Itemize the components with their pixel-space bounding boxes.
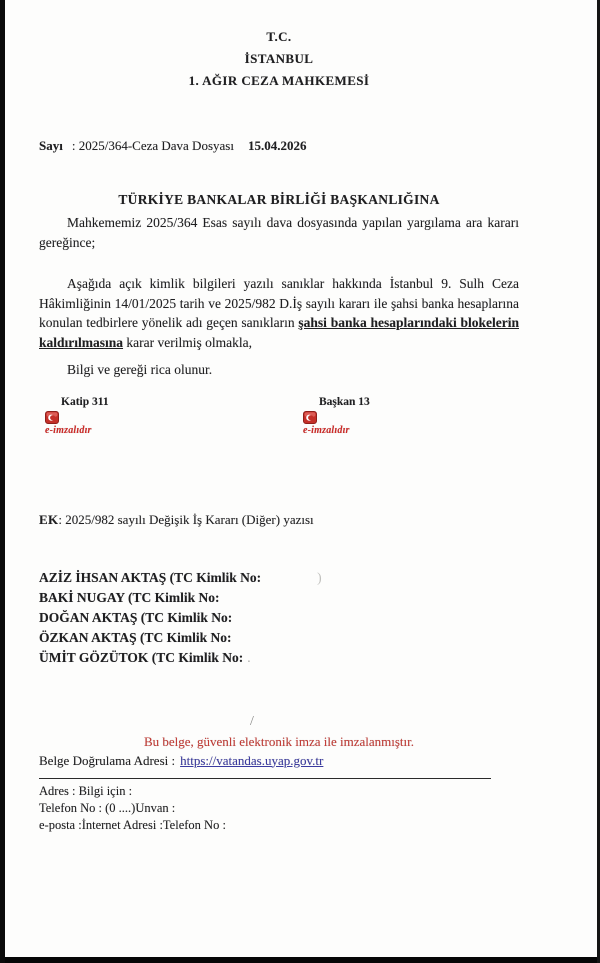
esign-notice: Bu belge, güvenli elektronik imza ile imzalanmıştır.: [143, 733, 415, 749]
verification-line: [39, 752, 519, 769]
defendant-name-id: ÖZKAN AKTAŞ (TC Kimlik No:: [39, 629, 232, 645]
verification-url-link[interactable]: https://vatandas.uyap.gov.tr: [180, 752, 324, 768]
e-signature-footer: [39, 714, 519, 769]
e-signed-label: e-imzalıdır: [45, 424, 92, 436]
footer-divider: [39, 778, 491, 779]
intro-paragraph: Mahkememiz 2025/364 Esas sayılı dava dosyasında yapılan yargılama ara kararı gereğince;: [39, 215, 519, 250]
signature-row: [39, 396, 519, 446]
ref-label: Sayı: [39, 138, 63, 153]
redaction-mark: .: [247, 649, 251, 665]
republic-abbreviation: T.C.: [266, 29, 292, 44]
city-name: İSTANBUL: [244, 51, 314, 66]
bottom-black-bar: [0, 957, 600, 963]
attachment-label: EK: [39, 511, 59, 527]
defendant-name-id: BAKİ NUGAY (TC Kimlik No:: [39, 589, 220, 605]
body-paragraph: [39, 274, 519, 352]
defendant-list: [39, 568, 519, 668]
footer-address-line: Adres : Bilgi için :: [39, 783, 133, 798]
document-date: 15.04.2026: [247, 138, 307, 153]
body-text-end: karar verilmiş olmakla,: [123, 334, 252, 350]
document-content: [5, 0, 597, 834]
judge-title: Başkan 13: [319, 395, 370, 408]
footer-email-line: e-posta :İnternet Adresi :Telefon No :: [39, 817, 226, 832]
defendant-name-id: ÜMİT GÖZÜTOK (TC Kimlik No:: [39, 649, 244, 665]
e-signature-stamp-icon: [45, 411, 109, 424]
defendant-name-id: DOĞAN AKTAŞ (TC Kimlik No:: [39, 609, 233, 625]
clerk-signature-block: [45, 396, 109, 436]
attachment-line: [39, 512, 519, 528]
defendant-row: [39, 568, 519, 588]
e-signed-label: e-imzalıdır: [303, 424, 350, 436]
closing-line: Bilgi ve gereği rica olunur.: [67, 362, 213, 377]
court-header: [39, 26, 519, 92]
defendant-name-id: AZİZ İHSAN AKTAŞ (TC Kimlik No:: [39, 569, 262, 585]
slash-mark: /: [250, 713, 254, 729]
defendant-row: [39, 608, 519, 628]
contact-footer: [39, 783, 519, 834]
ruling-emphasis-text: şahsi banka hesaplarındaki blokelerin kaldırılmasına: [39, 315, 519, 350]
defendant-row: [39, 628, 519, 648]
e-signature-stamp-icon: [303, 411, 370, 424]
judge-signature-block: [303, 396, 370, 436]
footer-phone-line: Telefon No : (0 ....)Unvan :: [39, 800, 176, 815]
ref-value: : 2025/364-Ceza Dava Dosyası: [71, 138, 234, 153]
clerk-title: Katip 311: [61, 395, 109, 408]
verification-label: Belge Doğrulama Adresi :: [39, 752, 176, 768]
recipient-title: TÜRKİYE BANKALAR BİRLİĞİ BAŞKANLIĞINA: [118, 192, 440, 207]
attachment-value: : 2025/982 sayılı Değişik İş Kararı (Diğer) yazısı: [58, 511, 314, 527]
court-name: 1. AĞIR CEZA MAHKEMESİ: [188, 73, 370, 88]
case-number-line: [39, 138, 519, 154]
body-text-start: Aşağıda açık kimlik bilgileri yazılı sanıklar hakkında İstanbul 9. Sulh Ceza Hâkimliğinin 14/01/2025 tarih ve 2025/982 D.İş sayılı kararı ile şahsi banka hesaplarına konulan tedbirlere yönelik adı geçen sanıkların: [39, 276, 519, 330]
defendant-row: [39, 588, 519, 608]
defendant-row: [39, 648, 519, 668]
redaction-mark: ): [317, 569, 322, 585]
